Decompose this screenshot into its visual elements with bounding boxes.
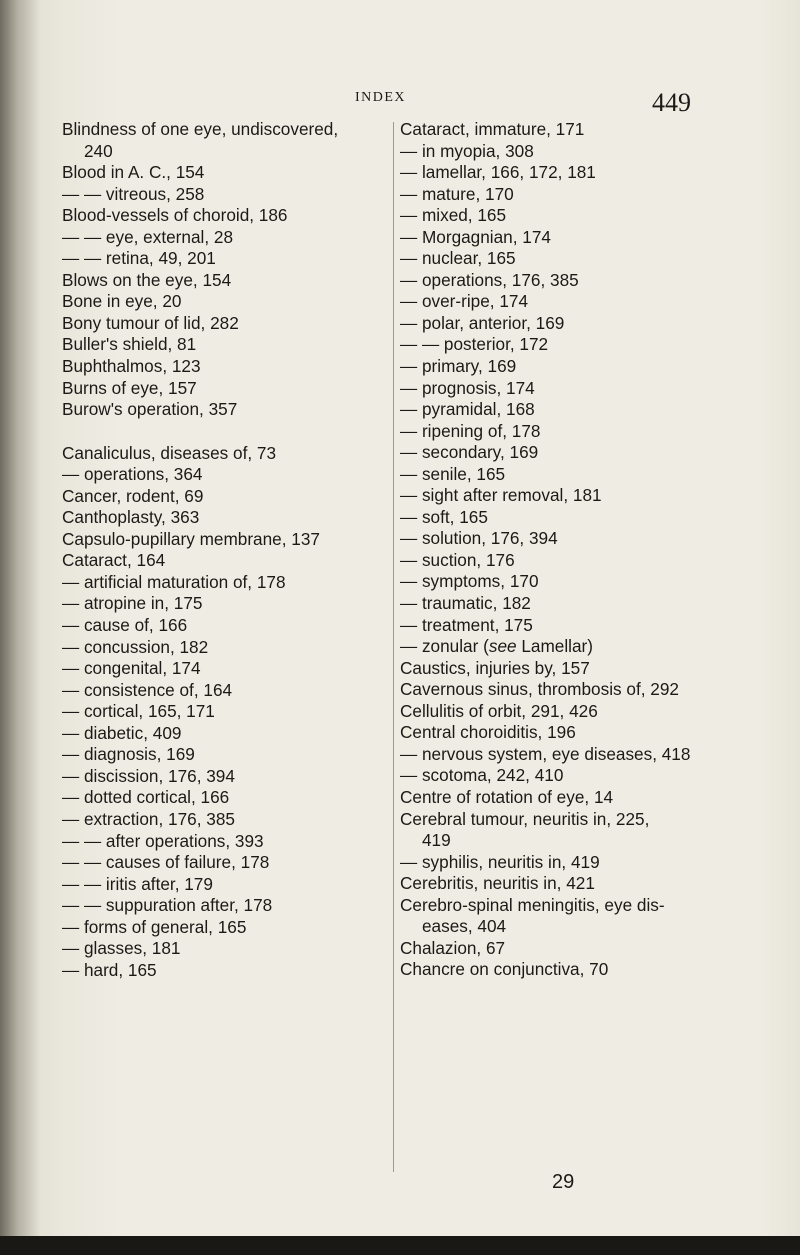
index-entry-continuation: eases, 404 (422, 916, 507, 937)
index-entry: Cataract, immature, 171 (400, 119, 585, 139)
index-entry: — lamellar, 166, 172, 181 (400, 162, 596, 183)
index-entry: — traumatic, 182 (400, 593, 531, 614)
index-entry: — diagnosis, 169 (62, 744, 195, 765)
index-entry: Burow's operation, 357 (62, 399, 238, 420)
index-entry: — sight after removal, 181 (400, 485, 602, 506)
index-entry: — cortical, 165, 171 (62, 701, 215, 722)
index-entry: — cause of, 166 (62, 615, 188, 636)
index-entry: — — causes of failure, 178 (62, 852, 270, 873)
index-entry: — discission, 176, 394 (62, 765, 235, 786)
index-entry: — pyramidal, 168 (400, 399, 535, 420)
index-entry: — — retina, 49, 201 (62, 248, 216, 269)
index-entry: Capsulo-pupillary membrane, 137 (62, 528, 320, 549)
index-entry: Cerebritis, neuritis in, 421 (400, 873, 595, 894)
index-entry: — nervous system, eye diseases, 418 (400, 743, 691, 764)
index-entry: Central choroiditis, 196 (400, 722, 576, 743)
index-entry: — congenital, 174 (62, 658, 201, 679)
index-entry: — dotted cortical, 166 (62, 787, 230, 808)
index-entry: — operations, 176, 385 (400, 269, 579, 290)
index-entry: Canthoplasty, 363 (62, 507, 200, 528)
index-entry: — atropine in, 175 (62, 593, 203, 614)
index-entry: — symptoms, 170 (400, 571, 539, 592)
index-entry: — secondary, 169 (400, 442, 539, 463)
index-entry: — treatment, 175 (400, 614, 533, 635)
index-entry: — diabetic, 409 (62, 722, 182, 743)
index-entry: Burns of eye, 157 (62, 377, 197, 398)
index-entry: — consistence of, 164 (62, 679, 233, 700)
index-column-right (400, 119, 740, 981)
index-entry: Blood in A. C., 154 (62, 162, 205, 183)
index-entry: Centre of rotation of eye, 14 (400, 786, 614, 807)
index-entry: Cellulitis of orbit, 291, 426 (400, 700, 598, 721)
index-entry: — soft, 165 (400, 506, 488, 527)
column-divider (393, 122, 394, 1172)
index-entry: Bony tumour of lid, 282 (62, 312, 239, 333)
index-entry: — nuclear, 165 (400, 248, 516, 269)
index-entry: — scotoma, 242, 410 (400, 765, 564, 786)
index-entry: Canaliculus, diseases of, 73 (62, 442, 277, 463)
index-entry: — extraction, 176, 385 (62, 808, 235, 829)
index-entry: Buphthalmos, 123 (62, 356, 201, 377)
index-entry: Cancer, rodent, 69 (62, 485, 204, 506)
see-reference: see (488, 636, 517, 657)
index-entry: Buller's shield, 81 (62, 334, 197, 355)
index-entry: — concussion, 182 (62, 636, 209, 657)
index-entry-continuation: 419 (422, 830, 451, 851)
index-column-left (62, 119, 384, 981)
index-entry: — — iritis after, 179 (62, 873, 213, 894)
entry-gap (62, 421, 384, 443)
index-entry: Cavernous sinus, thrombosis of, 292 (400, 679, 679, 700)
index-entry: — Morgagnian, 174 (400, 226, 551, 247)
index-entry: — — suppuration after, 178 (62, 895, 273, 916)
index-entry: — primary, 169 (400, 356, 517, 377)
index-entry: Blood-vessels of choroid, 186 (62, 205, 288, 226)
index-entry: — — posterior, 172 (400, 334, 549, 355)
index-entry: — ripening of, 178 (400, 420, 541, 441)
scan-bottom-edge (0, 1236, 800, 1255)
index-entry: — polar, anterior, 169 (400, 312, 565, 333)
index-entry: — in myopia, 308 (400, 140, 534, 161)
index-entry: — suction, 176 (400, 549, 515, 570)
index-entry: Cerebro-spinal meningitis, eye dis- (400, 894, 665, 915)
index-entry: — glasses, 181 (62, 938, 181, 959)
index-entry: — hard, 165 (62, 959, 157, 980)
running-title: INDEX (355, 90, 407, 105)
index-entry: — — eye, external, 28 (62, 226, 234, 247)
index-entry: — over-ripe, 174 (400, 291, 529, 312)
index-entry: Chalazion, 67 (400, 937, 506, 958)
index-entry: Bone in eye, 20 (62, 291, 182, 312)
index-entry: — zonular (see Lamellar) (400, 636, 593, 657)
index-entry: — — after operations, 393 (62, 830, 264, 851)
index-entry: — syphilis, neuritis in, 419 (400, 851, 600, 872)
index-entry: — operations, 364 (62, 464, 203, 485)
index-entry: Blindness of one eye, undiscovered, (62, 119, 339, 139)
index-entry: — mature, 170 (400, 183, 514, 204)
page-number: 449 (652, 88, 691, 117)
index-entry: — forms of general, 165 (62, 916, 247, 937)
index-entry: — solution, 176, 394 (400, 528, 558, 549)
index-entry: — artificial maturation of, 178 (62, 571, 286, 592)
index-entry: — mixed, 165 (400, 205, 507, 226)
index-entry: — — vitreous, 258 (62, 183, 205, 204)
index-entry: Blows on the eye, 154 (62, 269, 232, 290)
index-entry: Caustics, injuries by, 157 (400, 657, 590, 678)
signature-mark: 29 (552, 1171, 575, 1193)
book-spine-shadow (0, 0, 40, 1255)
index-entry-continuation: 240 (84, 140, 113, 161)
index-entry: Cataract, 164 (62, 550, 166, 571)
index-entry: — prognosis, 174 (400, 377, 535, 398)
index-entry: — senile, 165 (400, 463, 506, 484)
index-entry: Cerebral tumour, neuritis in, 225, (400, 808, 650, 829)
index-entry: Chancre on conjunctiva, 70 (400, 959, 609, 980)
